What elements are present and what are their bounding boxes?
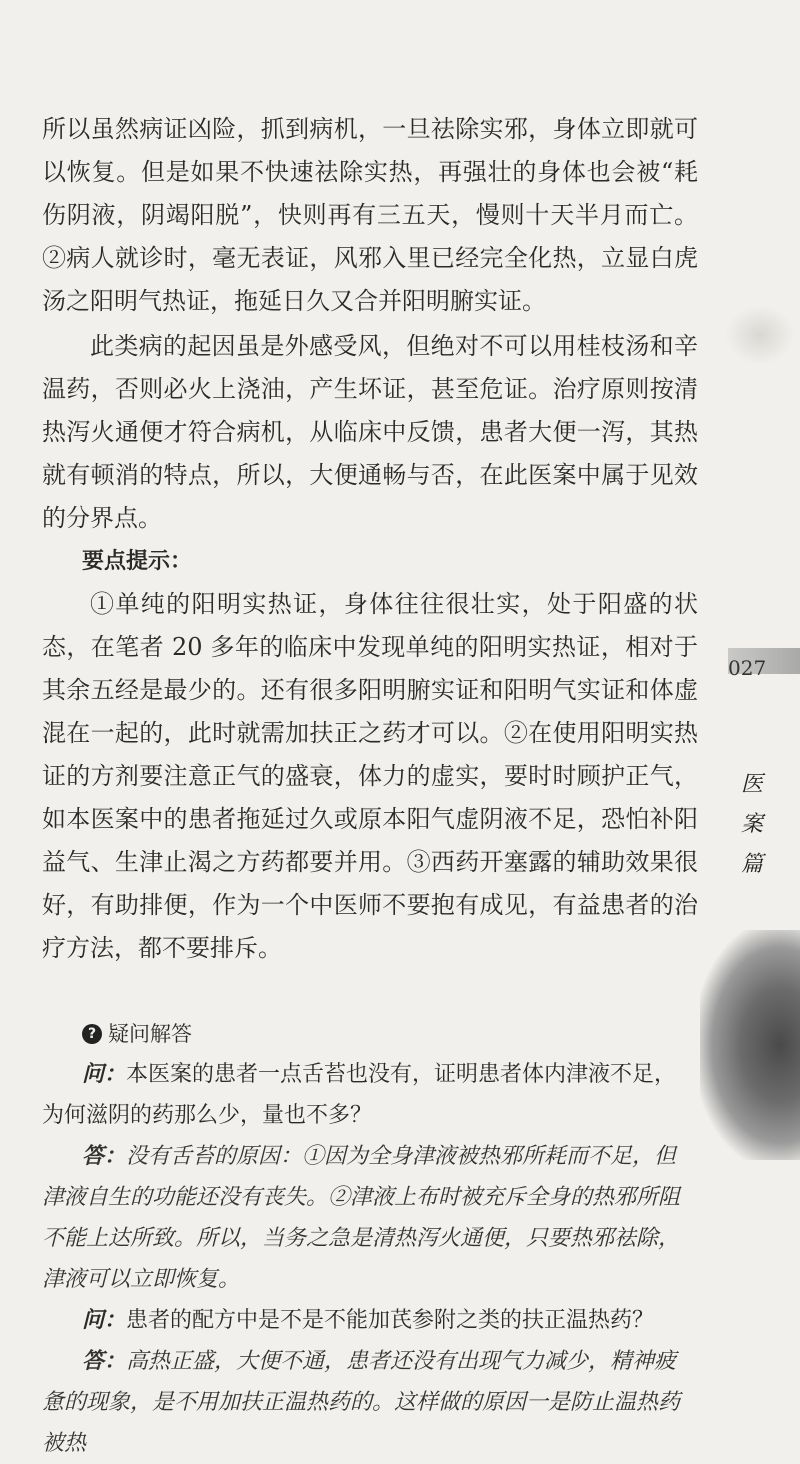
question-2 [42,1300,698,1341]
answer-text: 高热正盛，大便不通，患者还没有出现气力减少，精神疲惫的现象，是不用加扶正温热药的。这样做的原因一是防止温热药被热 [42,1349,681,1456]
page-number: 027 [728,656,767,680]
question-text: 患者的配方中是不是不能加芪参附之类的扶正温热药？ [126,1308,655,1333]
qa-header-label: 疑问解答 [108,1022,192,1046]
paper-smudge [725,305,795,365]
paragraph-2: 此类病的起因虽是外感受风，但绝对不可以用桂枝汤和辛温药，否则必火上浇油，产生坏证，甚至危证。治疗原则按清热泻火通便才符合病机，从临床中反馈，患者大便一泻，其热就有顿消的特点，所以，大便通畅与否，在此医案中属于见效的分界点。 [42,332,698,532]
answer-tag: 答： [82,1143,127,1169]
answer-tag: 答： [82,1348,127,1374]
body-text [42,108,698,1464]
answer-1 [42,1136,698,1300]
question-1 [42,1054,698,1136]
answer-2 [42,1341,698,1464]
qa-section-header [42,1014,698,1054]
ink-wash-decoration [700,930,800,1160]
section-title-vertical: 医 案 篇 [740,772,763,877]
question-text: 本医案的患者一点舌苔也没有，证明患者体内津液不足，为何滋阴的药那么少，量也不多？ [42,1062,677,1128]
key-points-text: ①单纯的阳明实热证，身体往往很壮实，处于阳盛的状态，在笔者 20 多年的临床中发现单纯的阳明实热证，相对于其余五经是最少的。还有很多阳明腑实证和阳明气实证和体虚混在一起的，此时就需加扶正之药才可以。②在使用阳明实热证的方剂要注意正气的盛衰，体力的虚实，要时时顾护正气，如本医案中的患者拖延过久或原本阳气虚阴液不足，恐怕补阳益气、生津止渴之方药都要并用。③西药开塞露的辅助效果很好，有助排便，作为一个中医师不要抱有成见，有益患者的治疗方法，都不要排斥。 [42,590,698,962]
key-points-label: 要点提示： [82,549,193,574]
question-tag: 问： [82,1307,127,1333]
paragraph-1: 所以虽然病证凶险，抓到病机，一旦祛除实邪，身体立即就可以恢复。但是如果不快速祛除实热，再强壮的身体也会被“耗伤阴液，阴竭阳脱”，快则再有三五天，慢则十天半月而亡。②病人就诊时，毫无表证，风邪入里已经完全化热，立显白虎汤之阳明气热证，拖延日久又合并阳明腑实证。 [42,115,698,315]
question-tag: 问： [82,1061,127,1087]
question-mark-icon: ? [82,1024,102,1044]
answer-text: 没有舌苔的原因：①因为全身津液被热邪所耗而不足，但津液自生的功能还没有丧失。②津液上布时被充斥全身的热邪所阻不能上达所致。所以，当务之急是清热泻火通便，只要热邪祛除，津液可以立即恢复。 [42,1144,681,1292]
